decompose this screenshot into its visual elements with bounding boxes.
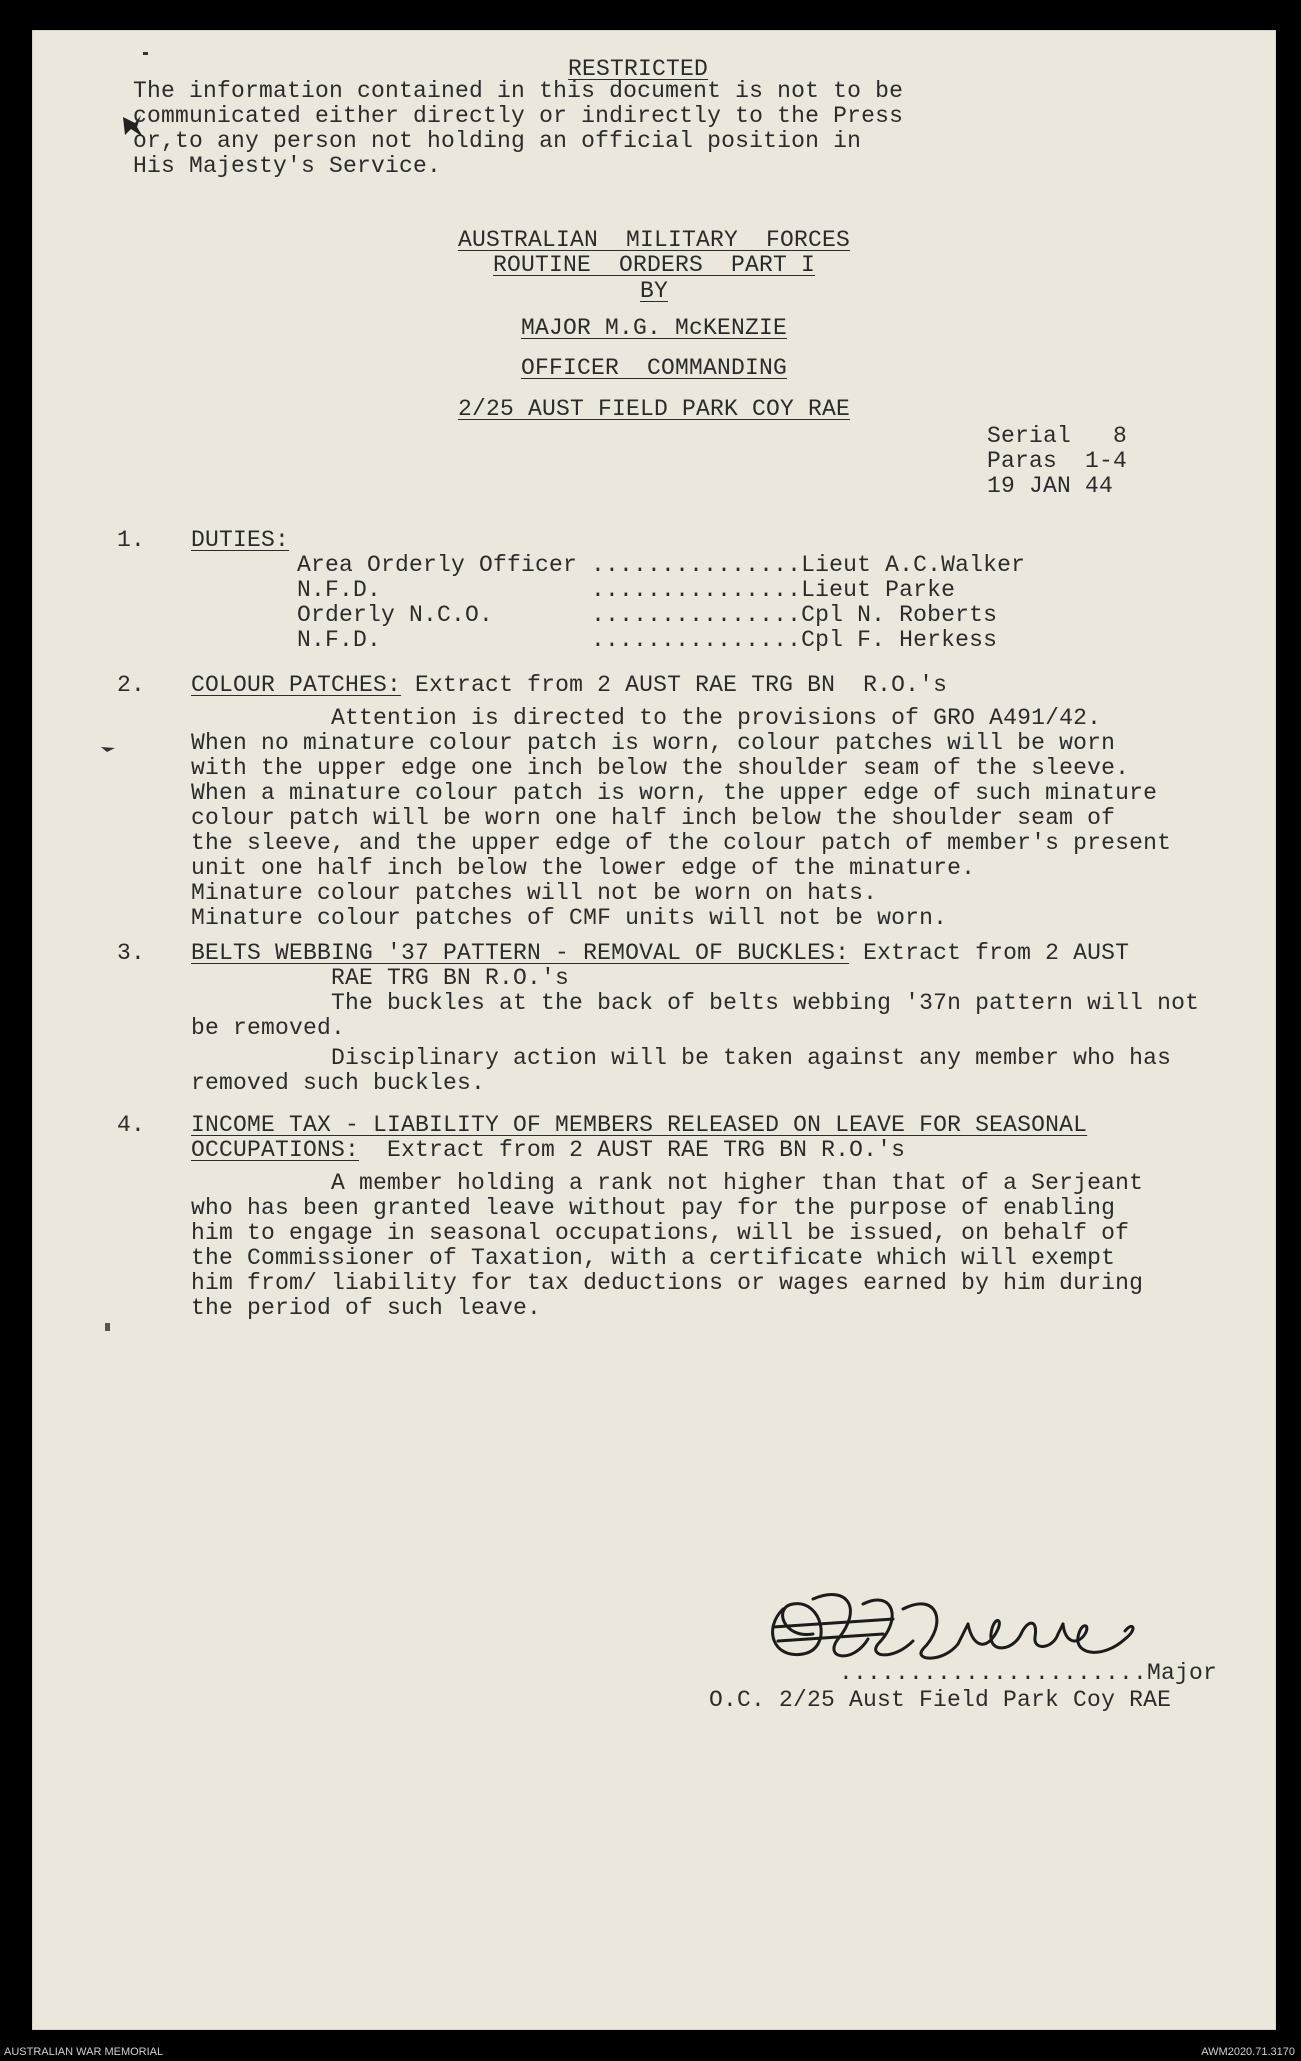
para-heading-line: BELTS WEBBING '37 PATTERN - REMOVAL OF BUCKLES: Extract from 2 AUST (191, 940, 1130, 966)
para-number: 4. (117, 1112, 146, 1138)
body-line: RAE TRG BN R.O.'s (191, 965, 570, 991)
body-line: removed such buckles. (191, 1070, 486, 1096)
duty-row: N.F.D. ...............Cpl F. Herkess (297, 627, 998, 653)
body-line: colour patch will be worn one half inch below the shoulder seam of (191, 805, 1116, 831)
body-line: Attention is directed to the provisions of GRO A491/42. (191, 705, 1102, 731)
para-heading: BELTS WEBBING '37 PATTERN - REMOVAL OF BUCKLES: (191, 940, 850, 966)
body-line: the Commissioner of Taxation, with a certificate which will exempt (191, 1245, 1116, 1271)
serial-number: Serial 8 (987, 423, 1128, 449)
body-line: When no minature colour patch is worn, colour patches will be worn (191, 730, 1116, 756)
para-number: 3. (117, 940, 146, 966)
para-heading: DUTIES: (191, 527, 290, 553)
duty-row: Orderly N.C.O. ...............Cpl N. Roberts (297, 602, 998, 628)
paras-range: Paras 1-4 (987, 448, 1128, 474)
duty-row: N.F.D. ...............Lieut Parke (297, 577, 956, 603)
signature-unit-line: O.C. 2/25 Aust Field Park Coy RAE (709, 1687, 1172, 1713)
notice-line: communicated either directly or indirectly to the Press (133, 103, 904, 129)
para-heading-line: COLOUR PATCHES: Extract from 2 AUST RAE TRG BN R.O.'s (191, 672, 948, 698)
para-number: 2. (117, 672, 146, 698)
body-line: unit one half inch below the lower edge of the minature. (191, 855, 976, 881)
body-line: him from/ liability for tax deductions or wages earned by him during (191, 1270, 1144, 1296)
duty-row: Area Orderly Officer ...............Lieut A.C.Walker (297, 552, 1026, 578)
document-page (32, 30, 1276, 2030)
title-line: OFFICER COMMANDING (520, 355, 788, 381)
body-line: Disciplinary action will be taken against any member who has (191, 1045, 1172, 1071)
restricted-label: RESTRICTED (568, 56, 709, 82)
para-number: 1. (117, 527, 146, 553)
body-line: Minature colour patches will not be worn on hats. (191, 880, 878, 906)
para-heading: INCOME TAX - LIABILITY OF MEMBERS RELEASED ON LEAVE FOR SEASONAL (191, 1112, 1088, 1138)
para-heading-line: OCCUPATIONS: Extract from 2 AUST RAE TRG BN R.O.'s (191, 1137, 906, 1163)
body-line: When a minature colour patch is worn, the upper edge of such minature (191, 780, 1158, 806)
speck-mark (105, 1323, 110, 1331)
order-date: 19 JAN 44 (987, 473, 1114, 499)
para-heading: COLOUR PATCHES: (191, 672, 402, 698)
footer-left: AUSTRALIAN WAR MEMORIAL (4, 2046, 164, 2058)
title-line: ROUTINE ORDERS PART I (492, 252, 816, 278)
title-line: MAJOR M.G. McKENZIE (520, 315, 788, 341)
body-line: the period of such leave. (191, 1295, 542, 1321)
body-line: A member holding a rank not higher than that of a Serjeant (191, 1170, 1144, 1196)
body-line: the sleeve, and the upper edge of the colour patch of member's present (191, 830, 1172, 856)
body-line: The buckles at the back of belts webbing '37n pattern will not (191, 990, 1200, 1016)
body-line: with the upper edge one inch below the shoulder seam of the sleeve. (191, 755, 1130, 781)
body-line: him to engage in seasonal occupations, will be issued, on behalf of (191, 1220, 1130, 1246)
speck-mark (143, 52, 148, 55)
body-line: who has been granted leave without pay for the purpose of enabling (191, 1195, 1116, 1221)
speck-mark (101, 739, 115, 745)
notice-line: The information contained in this document is not to be (133, 78, 904, 104)
body-line: be removed. (191, 1015, 346, 1041)
title-line: AUSTRALIAN MILITARY FORCES (457, 227, 851, 253)
body-line: Minature colour patches of CMF units will not be worn. (191, 905, 948, 931)
notice-line: or,to any person not holding an official position in (133, 128, 862, 154)
notice-line: His Majesty's Service. (133, 153, 442, 179)
signature-rank-line: ......................Major (839, 1660, 1218, 1686)
title-line: 2/25 AUST FIELD PARK COY RAE (457, 396, 851, 422)
footer-right: AWM2020.71.3170 (1201, 2046, 1295, 2058)
para-heading: OCCUPATIONS: (191, 1137, 360, 1163)
title-line: BY (639, 278, 668, 304)
